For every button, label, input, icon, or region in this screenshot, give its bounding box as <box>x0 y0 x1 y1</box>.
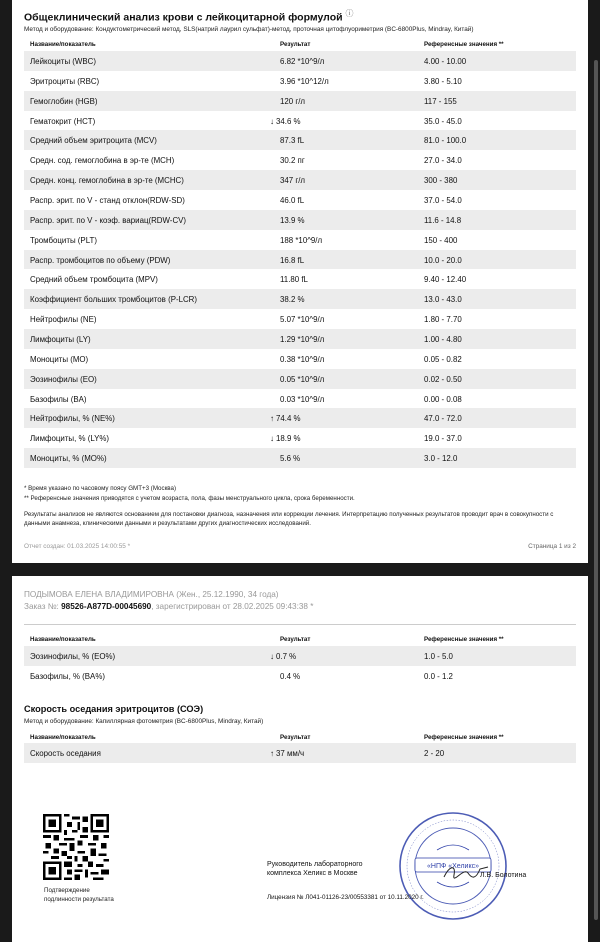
row-result <box>280 156 305 165</box>
row-result <box>280 196 304 205</box>
row-reference: 81.0 - 100.0 <box>424 136 467 146</box>
row-name: Нейтрофилы (NE) <box>30 315 97 325</box>
row-reference: 0.02 - 0.50 <box>424 374 462 384</box>
table-row <box>24 428 576 448</box>
table-row <box>24 369 576 389</box>
row-reference: 1.0 - 5.0 <box>424 652 453 661</box>
row-result-value: 18.9 % <box>276 434 301 444</box>
report-title: Общеклинический анализ крови с лейкоцитарной формулой ⓘ <box>24 9 354 24</box>
results-table <box>24 51 576 468</box>
header-result: Результат <box>280 636 311 643</box>
table-row <box>24 51 576 71</box>
table-row <box>24 111 576 131</box>
row-result-value: 87.3 fL <box>280 136 305 146</box>
row-result <box>280 335 324 344</box>
table-header <box>26 636 576 646</box>
row-name: Скорость оседания <box>30 749 101 758</box>
qr-code[interactable] <box>42 814 110 880</box>
divider <box>24 624 576 625</box>
row-result-value: 11.80 fL <box>280 275 308 285</box>
table-row <box>24 71 576 91</box>
disclaimer: Результаты анализов не являются основанием для постановки диагноза, назначения или коррекции лечения. Интерпретацию полученных результатов проводит врач в совокупности с данными анамнеза, клиническими данными и результатами других диагностических исследований. <box>24 511 554 527</box>
row-reference: 4.00 - 10.00 <box>424 57 467 66</box>
esr-table <box>24 743 576 763</box>
row-name: Средн. конц. гемоглобина в эр-те (MCHC) <box>30 176 184 186</box>
table-row <box>24 190 576 210</box>
table-row <box>24 289 576 309</box>
info-icon[interactable]: ⓘ <box>345 9 354 18</box>
table-row <box>24 170 576 190</box>
row-result <box>280 355 324 364</box>
table-row <box>24 309 576 329</box>
table-row <box>24 666 576 686</box>
row-result <box>280 216 305 225</box>
row-reference: 47.0 - 72.0 <box>424 414 462 424</box>
table-row <box>24 130 576 150</box>
signer-name: Л.В. Болотина <box>480 872 527 879</box>
row-reference: 2 - 20 <box>424 749 445 758</box>
row-result-value: 34.6 % <box>276 116 301 126</box>
svg-text:«НПФ «Хеликс»: «НПФ «Хеликс» <box>427 863 479 870</box>
row-name: Средн. сод. гемоглобина в эр-те (MCH) <box>30 156 175 166</box>
header-name: Название/показатель <box>30 734 96 741</box>
header-name: Название/показатель <box>30 636 96 643</box>
reference-note: ** Референсные значения приводятся с учетом возраста, пола, фазы менструального цикла, срока беременности. <box>24 495 355 502</box>
arrow-up-icon: ↑ <box>270 414 274 424</box>
row-name: Средний объем эритроцита (MCV) <box>30 136 157 146</box>
row-result-value: 188 *10^9/л <box>280 235 323 245</box>
row-result-value: 3.96 *10^12/л <box>280 76 329 86</box>
row-result-value: 0.38 *10^9/л <box>280 354 325 364</box>
row-name: Средний объем тромбоцита (MPV) <box>30 275 158 285</box>
row-name: Лимфоциты (LY) <box>30 335 91 345</box>
row-result <box>270 434 301 443</box>
table-row <box>24 269 576 289</box>
row-name: Коэффициент больших тромбоцитов (P-LCR) <box>30 295 197 305</box>
table-row <box>24 150 576 170</box>
order-number: 98526-A877D-00045690 <box>61 602 152 611</box>
table-header <box>26 41 576 51</box>
row-result <box>280 315 324 324</box>
row-result <box>280 275 308 284</box>
row-reference: 11.6 - 14.8 <box>424 215 462 225</box>
table-row <box>24 250 576 270</box>
row-result <box>280 256 304 265</box>
row-name: Базофилы (BA) <box>30 394 87 404</box>
row-reference: 150 - 400 <box>424 235 458 245</box>
table-row <box>24 408 576 428</box>
row-name: Распр. эрит. по V - станд отклон(RDW-SD) <box>30 196 185 206</box>
row-name: Нейтрофилы, % (NE%) <box>30 414 115 424</box>
table-row <box>24 646 576 666</box>
results-table-continued <box>24 646 576 686</box>
arrow-up-icon: ↑ <box>270 749 274 758</box>
row-reference: 10.0 - 20.0 <box>424 255 462 265</box>
table-row <box>24 743 576 763</box>
row-reference: 35.0 - 45.0 <box>424 116 462 126</box>
arrow-down-icon: ↓ <box>270 116 274 126</box>
row-name: Гематокрит (HCT) <box>30 116 96 126</box>
row-name: Эозинофилы, % (EO%) <box>30 652 116 661</box>
row-result-value: 37 мм/ч <box>276 749 305 758</box>
page-number: Страница 1 из 2 <box>528 543 576 550</box>
row-result-value: 120 г/л <box>280 96 306 106</box>
row-name: Гемоглобин (HGB) <box>30 96 98 106</box>
row-result <box>280 236 322 245</box>
row-result <box>270 117 301 126</box>
row-result-value: 74.4 % <box>276 414 301 424</box>
report-page-1 <box>12 0 588 563</box>
license-text: Лицензия № Л041-01126-23/00553381 от 10.11.2020 г. <box>267 894 424 901</box>
row-result <box>280 176 305 185</box>
row-name: Эозинофилы (EO) <box>30 374 97 384</box>
header-ref: Референсные значения ** <box>424 41 504 48</box>
header-ref: Референсные значения ** <box>424 734 504 741</box>
row-name: Моноциты, % (MO%) <box>30 454 107 464</box>
row-result-value: 347 г/л <box>280 176 306 186</box>
row-result-value: 30.2 пг <box>280 156 305 166</box>
order-info: Заказ №: 98526-A877D-00045690, зарегистрирован от 28.02.2025 09:43:38 * <box>24 602 314 611</box>
report-created: Отчет создан: 01.03.2025 14:00:55 * <box>24 543 131 550</box>
row-result-value: 6.82 *10^9/л <box>280 57 325 66</box>
row-result-value: 0.05 *10^9/л <box>280 374 325 384</box>
row-reference: 37.0 - 54.0 <box>424 196 462 206</box>
row-name: Моноциты (MO) <box>30 354 89 364</box>
row-result <box>280 136 304 145</box>
row-result-value: 46.0 fL <box>280 196 305 206</box>
row-name: Распр. эрит. по V - коэф. вариац(RDW-CV) <box>30 215 187 225</box>
row-result <box>280 375 324 384</box>
patient-info: ПОДЫМОВА ЕЛЕНА ВЛАДИМИРОВНА (Жен., 25.12.1990, 34 года) <box>24 590 279 599</box>
authenticity-label: Подтверждение подлинности результата <box>44 887 114 903</box>
row-name: Эритроциты (RBC) <box>30 76 100 86</box>
table-row <box>24 210 576 230</box>
row-name: Распр. тромбоцитов по объему (PDW) <box>30 255 171 265</box>
row-result-value: 0.03 *10^9/л <box>280 394 325 404</box>
esr-title: Скорость оседания эритроцитов (СОЭ) <box>24 704 204 714</box>
row-reference: 0.0 - 1.2 <box>424 671 453 681</box>
row-reference: 300 - 380 <box>424 176 458 186</box>
row-result-value: 38.2 % <box>280 295 305 305</box>
row-reference: 13.0 - 43.0 <box>424 295 462 305</box>
row-result-value: 5.6 % <box>280 454 301 464</box>
row-name: Базофилы, % (BA%) <box>30 671 105 681</box>
row-reference: 1.80 - 7.70 <box>424 315 462 325</box>
report-page-2 <box>12 576 588 942</box>
row-result <box>270 652 296 661</box>
row-reference: 9.40 - 12.40 <box>424 275 467 285</box>
row-name: Лимфоциты, % (LY%) <box>30 434 110 444</box>
table-row <box>24 349 576 369</box>
row-reference: 117 - 155 <box>424 96 457 106</box>
row-result-value: 16.8 fL <box>280 255 305 265</box>
esr-method: Метод и оборудование: Капиллярная фотометрия (BC-6800Plus, Mindray, Китай) <box>24 718 264 725</box>
row-result <box>280 57 324 66</box>
row-result <box>280 454 300 463</box>
row-result <box>280 672 300 681</box>
row-reference: 19.0 - 37.0 <box>424 434 462 444</box>
row-reference: 1.00 - 4.80 <box>424 335 462 345</box>
table-row <box>24 230 576 250</box>
table-row <box>24 389 576 409</box>
header-name: Название/показатель <box>30 41 96 48</box>
row-result <box>270 414 301 423</box>
header-result: Результат <box>280 734 311 741</box>
row-reference: 3.80 - 5.10 <box>424 76 462 86</box>
lab-head-title: Руководитель лабораторного комплекса Хеликс в Москве <box>267 861 363 877</box>
row-reference: 0.00 - 0.08 <box>424 394 462 404</box>
row-result-value: 1.29 *10^9/л <box>280 335 325 345</box>
table-row <box>24 329 576 349</box>
timezone-note: * Время указано по часовому поясу GMT+3 (Москва) <box>24 485 177 492</box>
row-result-value: 0.7 % <box>276 652 297 661</box>
row-result <box>280 395 324 404</box>
scrollbar[interactable] <box>594 60 598 920</box>
row-reference: 0.05 - 0.82 <box>424 354 462 364</box>
row-result-value: 13.9 % <box>280 215 305 225</box>
row-reference: 27.0 - 34.0 <box>424 156 462 166</box>
method-text: Метод и оборудование: Кондуктометрический метод, SLS(натрий лаурил сульфат)-метод, проточная цитофлуориметрия (BC-6800Plus, Mindray, Китай) <box>24 26 474 33</box>
row-result-value: 5.07 *10^9/л <box>280 315 325 325</box>
table-row <box>24 448 576 468</box>
arrow-down-icon: ↓ <box>270 652 274 661</box>
row-result-value: 0.4 % <box>280 671 301 681</box>
row-reference: 3.0 - 12.0 <box>424 454 458 464</box>
row-name: Тромбоциты (PLT) <box>30 235 97 245</box>
row-result <box>280 77 329 86</box>
row-result <box>270 749 304 758</box>
arrow-down-icon: ↓ <box>270 434 274 444</box>
header-result: Результат <box>280 41 311 48</box>
table-row <box>24 91 576 111</box>
row-result <box>280 295 305 304</box>
row-name: Лейкоциты (WBC) <box>30 57 96 66</box>
header-ref: Референсные значения ** <box>424 636 504 643</box>
row-result <box>280 97 305 106</box>
